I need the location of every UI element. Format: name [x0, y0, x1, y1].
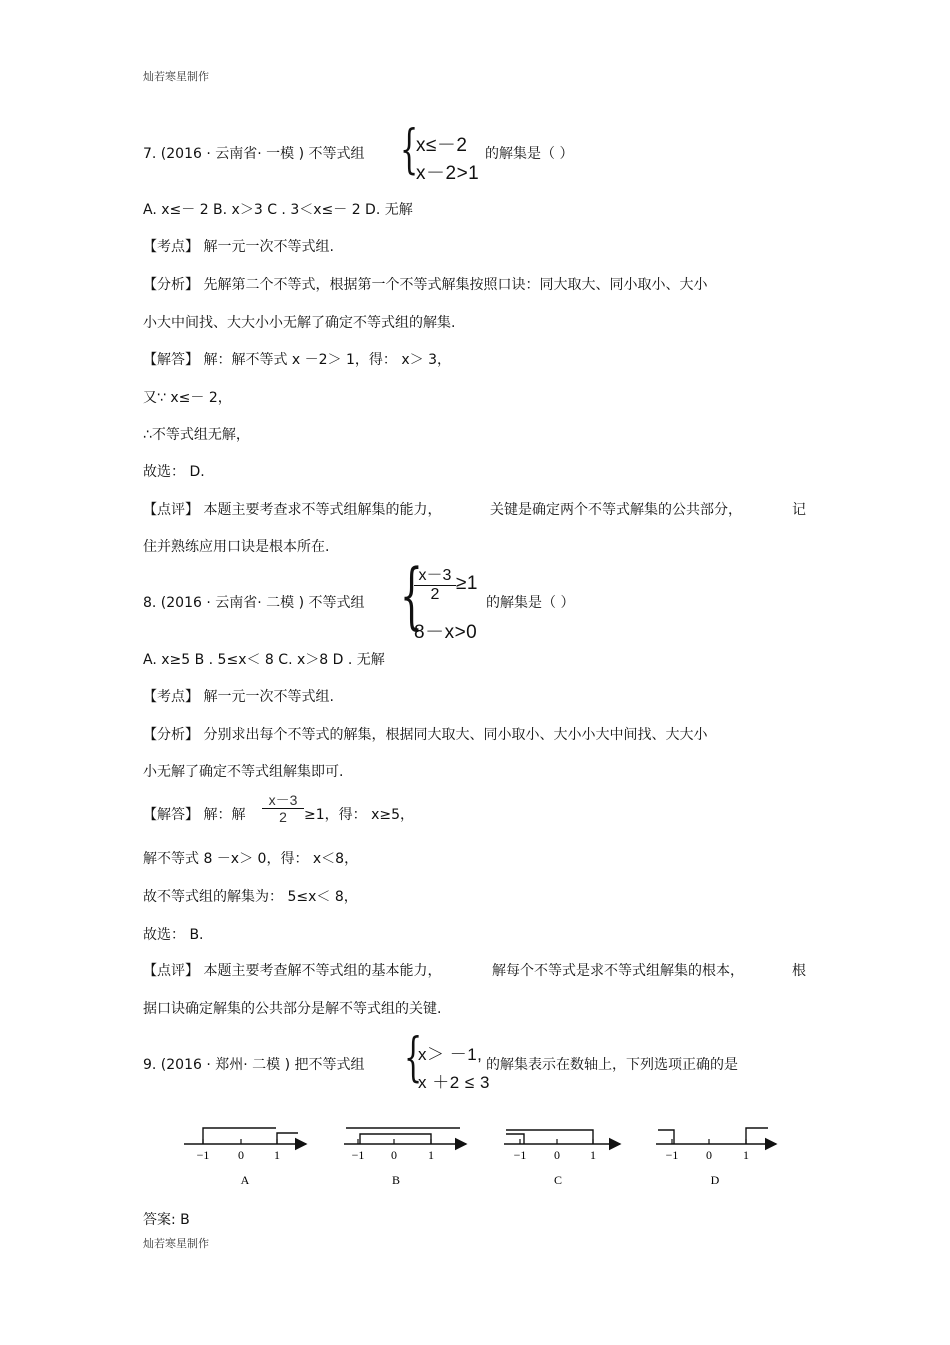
- q9-stem-prefix: 9. (2016 · 郑州· 二模 ) 把不等式组: [143, 1057, 365, 1073]
- number-line-option-d: [656, 1128, 776, 1187]
- option-c-label: C: [553, 1173, 563, 1187]
- q8-jieda-line-2: 解不等式 8 －x＞ 0，得： x＜8，: [143, 851, 359, 867]
- brace-icon: {: [404, 1028, 423, 1088]
- tick-label-1: 1: [274, 1148, 280, 1162]
- tick-label-0: 0: [706, 1148, 712, 1162]
- tick-label-neg1: −1: [665, 1148, 679, 1162]
- tick-label-1: 1: [743, 1148, 749, 1162]
- q8-options: A. x≥5 B . 5≤x＜ 8 C. x＞8 D . 无解: [143, 652, 385, 668]
- q7-dianping-line-1b: 关键是确定两个不等式解集的公共部分，: [490, 502, 742, 518]
- brace-icon: {: [400, 553, 423, 637]
- q7-fenxi-line-2: 小大中间找、大大小小无解了确定不等式组的解集.: [143, 315, 456, 331]
- q8-dianping-line-1a: 【点评】 本题主要考查解不等式组的基本能力，: [143, 963, 442, 979]
- q8-jieda-line-3: 故不等式组的解集为： 5≤x＜ 8，: [143, 889, 358, 905]
- q8-jieda-fraction: [262, 792, 304, 825]
- q7-dianping-line-1c: 记: [792, 502, 806, 518]
- option-a-label: A: [240, 1173, 250, 1187]
- q8-fraction: [414, 567, 456, 604]
- q9-system-line-1: x＞ －1,: [418, 1045, 483, 1064]
- tick-label-0: 0: [238, 1148, 244, 1162]
- number-line-option-a: [184, 1128, 306, 1187]
- number-line-option-c: [504, 1130, 620, 1187]
- tick-label-1: 1: [590, 1148, 596, 1162]
- q8-dianping-line-2: 据口诀确定解集的公共部分是解不等式组的关键.: [143, 1001, 442, 1017]
- tick-label-1: 1: [428, 1148, 434, 1162]
- page-footer: 灿若寒星制作: [143, 1237, 209, 1250]
- number-line-option-b: [344, 1128, 466, 1187]
- option-d-label: D: [710, 1173, 720, 1187]
- q8-stem-suffix: 的解集是（ ）: [486, 595, 575, 611]
- q8-inequality-system: [400, 553, 490, 643]
- q7-jieda-line-1: 【解答】 解：解不等式 x －2＞ 1，得： x＞ 3，: [143, 352, 451, 368]
- q7-stem-suffix: 的解集是（ ）: [485, 146, 574, 162]
- tick-label-neg1: −1: [513, 1148, 527, 1162]
- q7-fenxi-line-1: 【分析】 先解第二个不等式，根据第一个不等式解集按照口诀：同大取大、同小取小、大小: [143, 277, 708, 293]
- q8-fenxi-line-2: 小无解了确定不等式组解集即可.: [143, 764, 344, 780]
- q9-stem-suffix: 的解集表示在数轴上，下列选项正确的是: [486, 1057, 738, 1073]
- q8-system-line-2: 8－x>0: [414, 622, 478, 643]
- q9-inequality-system: [404, 1028, 494, 1092]
- q8-fraction-relation: ≥1: [456, 573, 478, 594]
- q7-jieda-line-2: 又∵ x≤－ 2，: [143, 390, 232, 406]
- q8-jieda-line-4: 故选： B.: [143, 927, 204, 943]
- tick-label-neg1: −1: [351, 1148, 365, 1162]
- q7-dianping-line-1a: 【点评】 本题主要考查求不等式组解集的能力，: [143, 502, 442, 518]
- tick-label-neg1: −1: [196, 1148, 210, 1162]
- q8-jieda-fraction-denominator: 2: [279, 809, 287, 825]
- q8-jieda-fraction-numerator: x－3: [268, 792, 298, 808]
- brace-icon: {: [400, 120, 419, 180]
- q8-kaodian: 【考点】 解一元一次不等式组.: [143, 689, 334, 705]
- q7-dianping-line-2: 住并熟练应用口诀是根本所在.: [143, 539, 330, 555]
- q9-answer: 答案: B: [143, 1212, 190, 1228]
- q8-dianping-line-1c: 根: [792, 963, 806, 979]
- q7-options: A. x≤－ 2 B. x＞3 C . 3＜x≤－ 2 D. 无解: [143, 202, 413, 218]
- q7-system-line-1: x≤－2: [416, 135, 468, 156]
- q7-jieda-line-4: 故选： D.: [143, 464, 205, 480]
- q8-jieda-prefix: 【解答】 解：解: [143, 807, 246, 823]
- q8-fraction-denominator: 2: [430, 586, 440, 603]
- q7-jieda-line-3: ∴不等式组无解，: [143, 427, 250, 443]
- q7-stem-prefix: 7. (2016 · 云南省· 一模 ) 不等式组: [143, 146, 365, 162]
- q7-kaodian: 【考点】 解一元一次不等式组.: [143, 239, 334, 255]
- q7-system-line-2: x－2>1: [416, 163, 480, 184]
- q9-number-line-options: [170, 1118, 790, 1198]
- q8-fraction-numerator: x－3: [418, 567, 452, 584]
- page-header: 灿若寒星制作: [143, 70, 209, 83]
- tick-label-0: 0: [391, 1148, 397, 1162]
- option-b-label: B: [391, 1173, 401, 1187]
- tick-label-0: 0: [554, 1148, 560, 1162]
- q9-system-line-2: x ＋2 ≤ 3: [418, 1073, 490, 1092]
- q8-jieda-suffix: ≥1，得： x≥5，: [304, 807, 415, 823]
- q8-dianping-line-1b: 解每个不等式是求不等式组解集的根本，: [492, 963, 744, 979]
- q7-inequality-system: [400, 120, 490, 184]
- q8-fenxi-line-1: 【分析】 分别求出每个不等式的解集，根据同大取大、同小取小、大小小大中间找、大大小: [143, 727, 708, 743]
- q8-stem-prefix: 8. (2016 · 云南省· 二模 ) 不等式组: [143, 595, 365, 611]
